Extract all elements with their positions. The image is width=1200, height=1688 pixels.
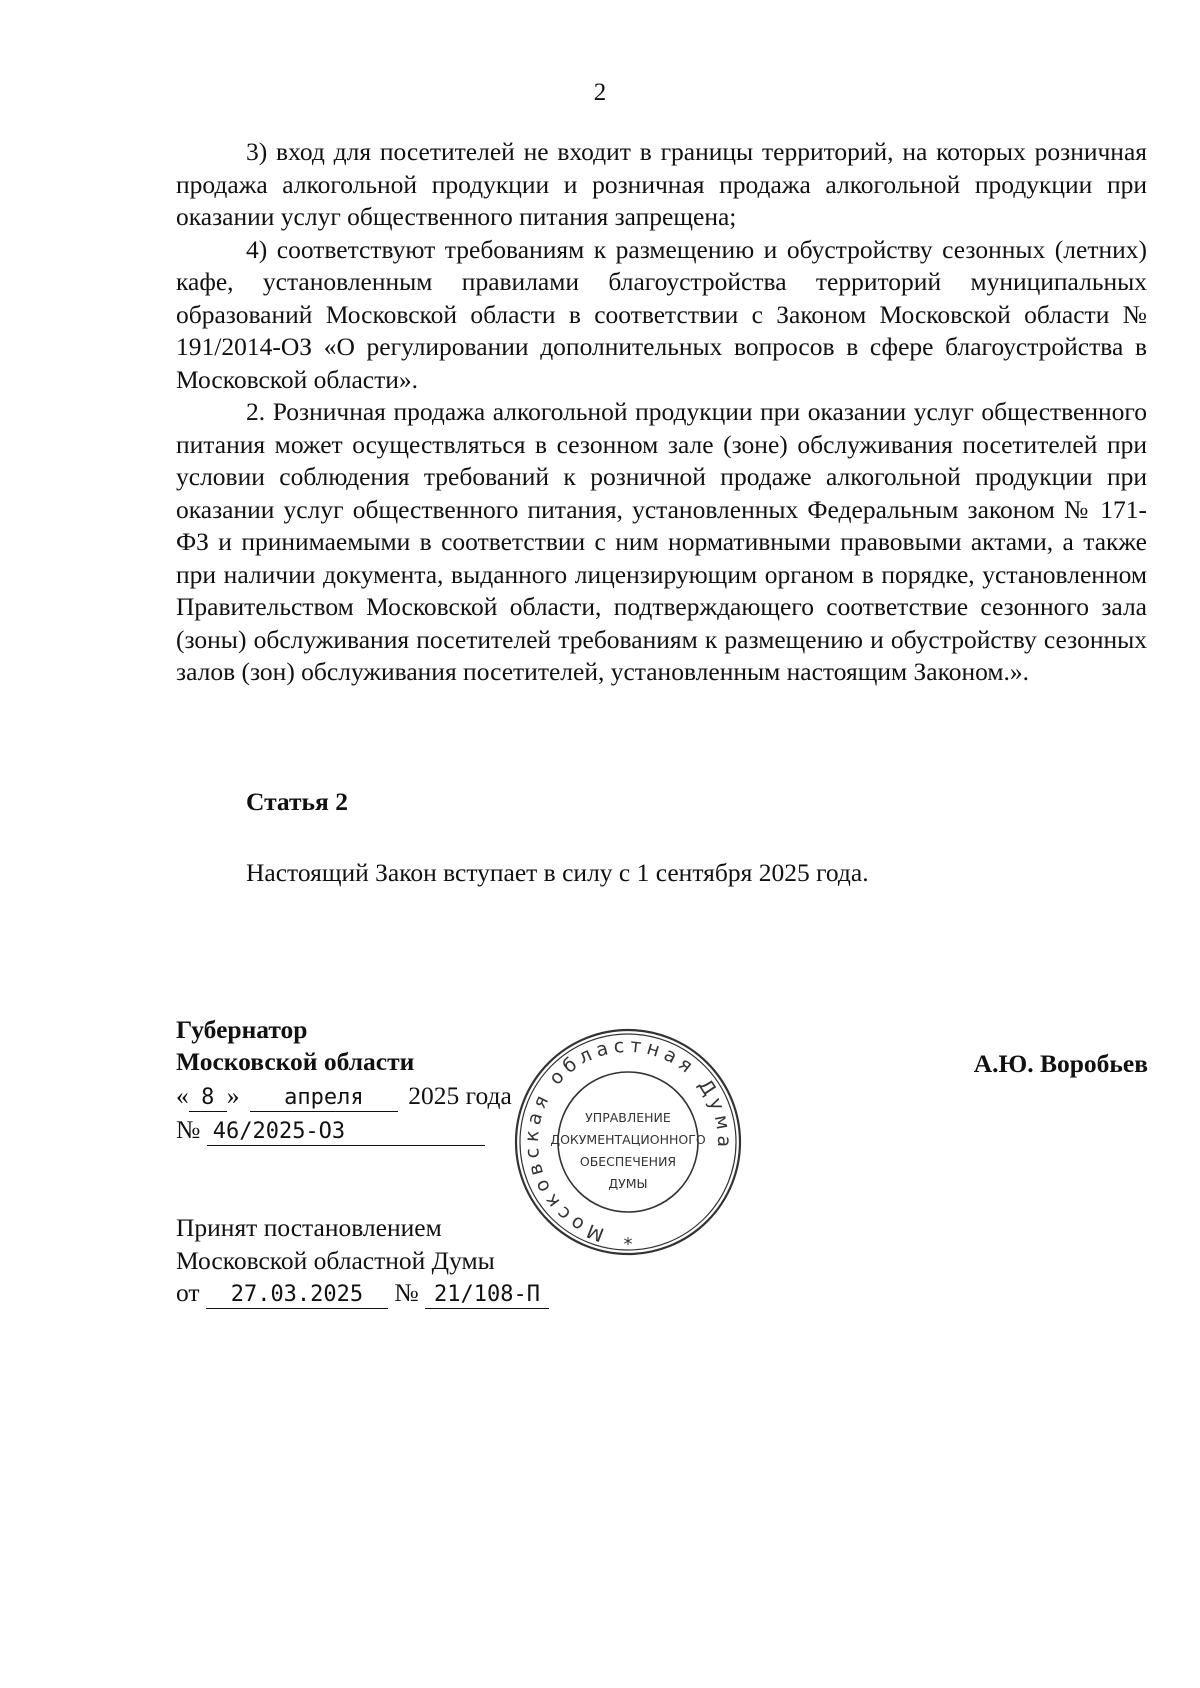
governor-title — [176, 1014, 414, 1078]
adoption-line1: Принят постановлением — [176, 1213, 442, 1242]
seal-stamp — [510, 1024, 746, 1260]
article-text: Настоящий Закон вступает в силу с 1 сентября 2025 года. — [246, 858, 869, 887]
paragraph-item-4: 4) соответствуют требованиям к размещению и обустройству сезонных (летних) кафе, установленным правилами благоустройства территорий муниципальных образований Московской области в соответствии с Законом Московской области № 191/2014-ОЗ «О регулировании дополнительных вопросов в сфере благоустройства в Московской области». — [176, 234, 1147, 394]
date-close-quote: » — [226, 1081, 240, 1110]
seal-center-line4: ДУМЫ — [608, 1176, 648, 1191]
number-prefix: № — [176, 1115, 201, 1144]
law-number: 46/2025-ОЗ — [207, 1119, 485, 1146]
date-month: апреля — [250, 1085, 398, 1112]
page-number: 2 — [593, 79, 607, 106]
adoption-line2: Московской областной Думы — [176, 1245, 495, 1275]
seal-center-line2: ДОКУМЕНТАЦИОННОГО — [550, 1132, 706, 1147]
governor-title-line2: Московской области — [176, 1047, 415, 1076]
seal-star: * — [623, 1234, 633, 1255]
adoption-block — [176, 1212, 549, 1310]
governor-name: А.Ю. Воробьев — [973, 1049, 1148, 1078]
signature-number — [176, 1114, 485, 1146]
seal-ring-text: Московская областная Дума — [520, 1034, 736, 1246]
paragraph-part-2: 2. Розничная продажа алкогольной продукции при оказании услуг общественного питания может осуществляться в сезонном зале (зоне) обслуживания посетителей при условии соблюдения требований к розничной продаже алкогольной продукции при оказании услуг общественного питания, установленных Федеральным законом № 171-ФЗ и принимаемыми в соответствии с ним нормативными правовыми актами, а также при наличии документа, выданного лицензирующим органом в порядке, установленном Правительством Московской области, подтверждающего соответствие сезонного зала (зоны) обслуживания посетителей требованиям к размещению и обустройству сезонных залов (зон) обслуживания посетителей, установленным настоящим Законом.». — [176, 397, 1147, 686]
adoption-number: 21/108-П — [425, 1282, 549, 1309]
date-open-quote: « — [176, 1081, 189, 1110]
adoption-from-label: от — [176, 1278, 200, 1307]
article-title: Статья 2 — [246, 787, 348, 816]
adoption-number-prefix: № — [394, 1278, 419, 1307]
seal-center-line1: УПРАВЛЕНИЕ — [585, 1110, 671, 1125]
date-day: 8 — [189, 1085, 227, 1112]
document-body — [176, 136, 1147, 689]
adoption-line3 — [176, 1277, 549, 1310]
paragraph-item-3: 3) вход для посетителей не входит в границы территорий, на которых розничная продажа алкогольной продукции и розничная продажа алкогольной продукции при оказании услуг общественного питания запрещена; — [176, 137, 1147, 231]
date-year: 2025 года — [408, 1081, 512, 1110]
adoption-date: 27.03.2025 — [206, 1282, 388, 1309]
signature-date — [176, 1080, 512, 1112]
governor-title-line1: Губернатор — [176, 1015, 308, 1044]
seal-center-line3: ОБЕСПЕЧЕНИЯ — [579, 1154, 677, 1169]
